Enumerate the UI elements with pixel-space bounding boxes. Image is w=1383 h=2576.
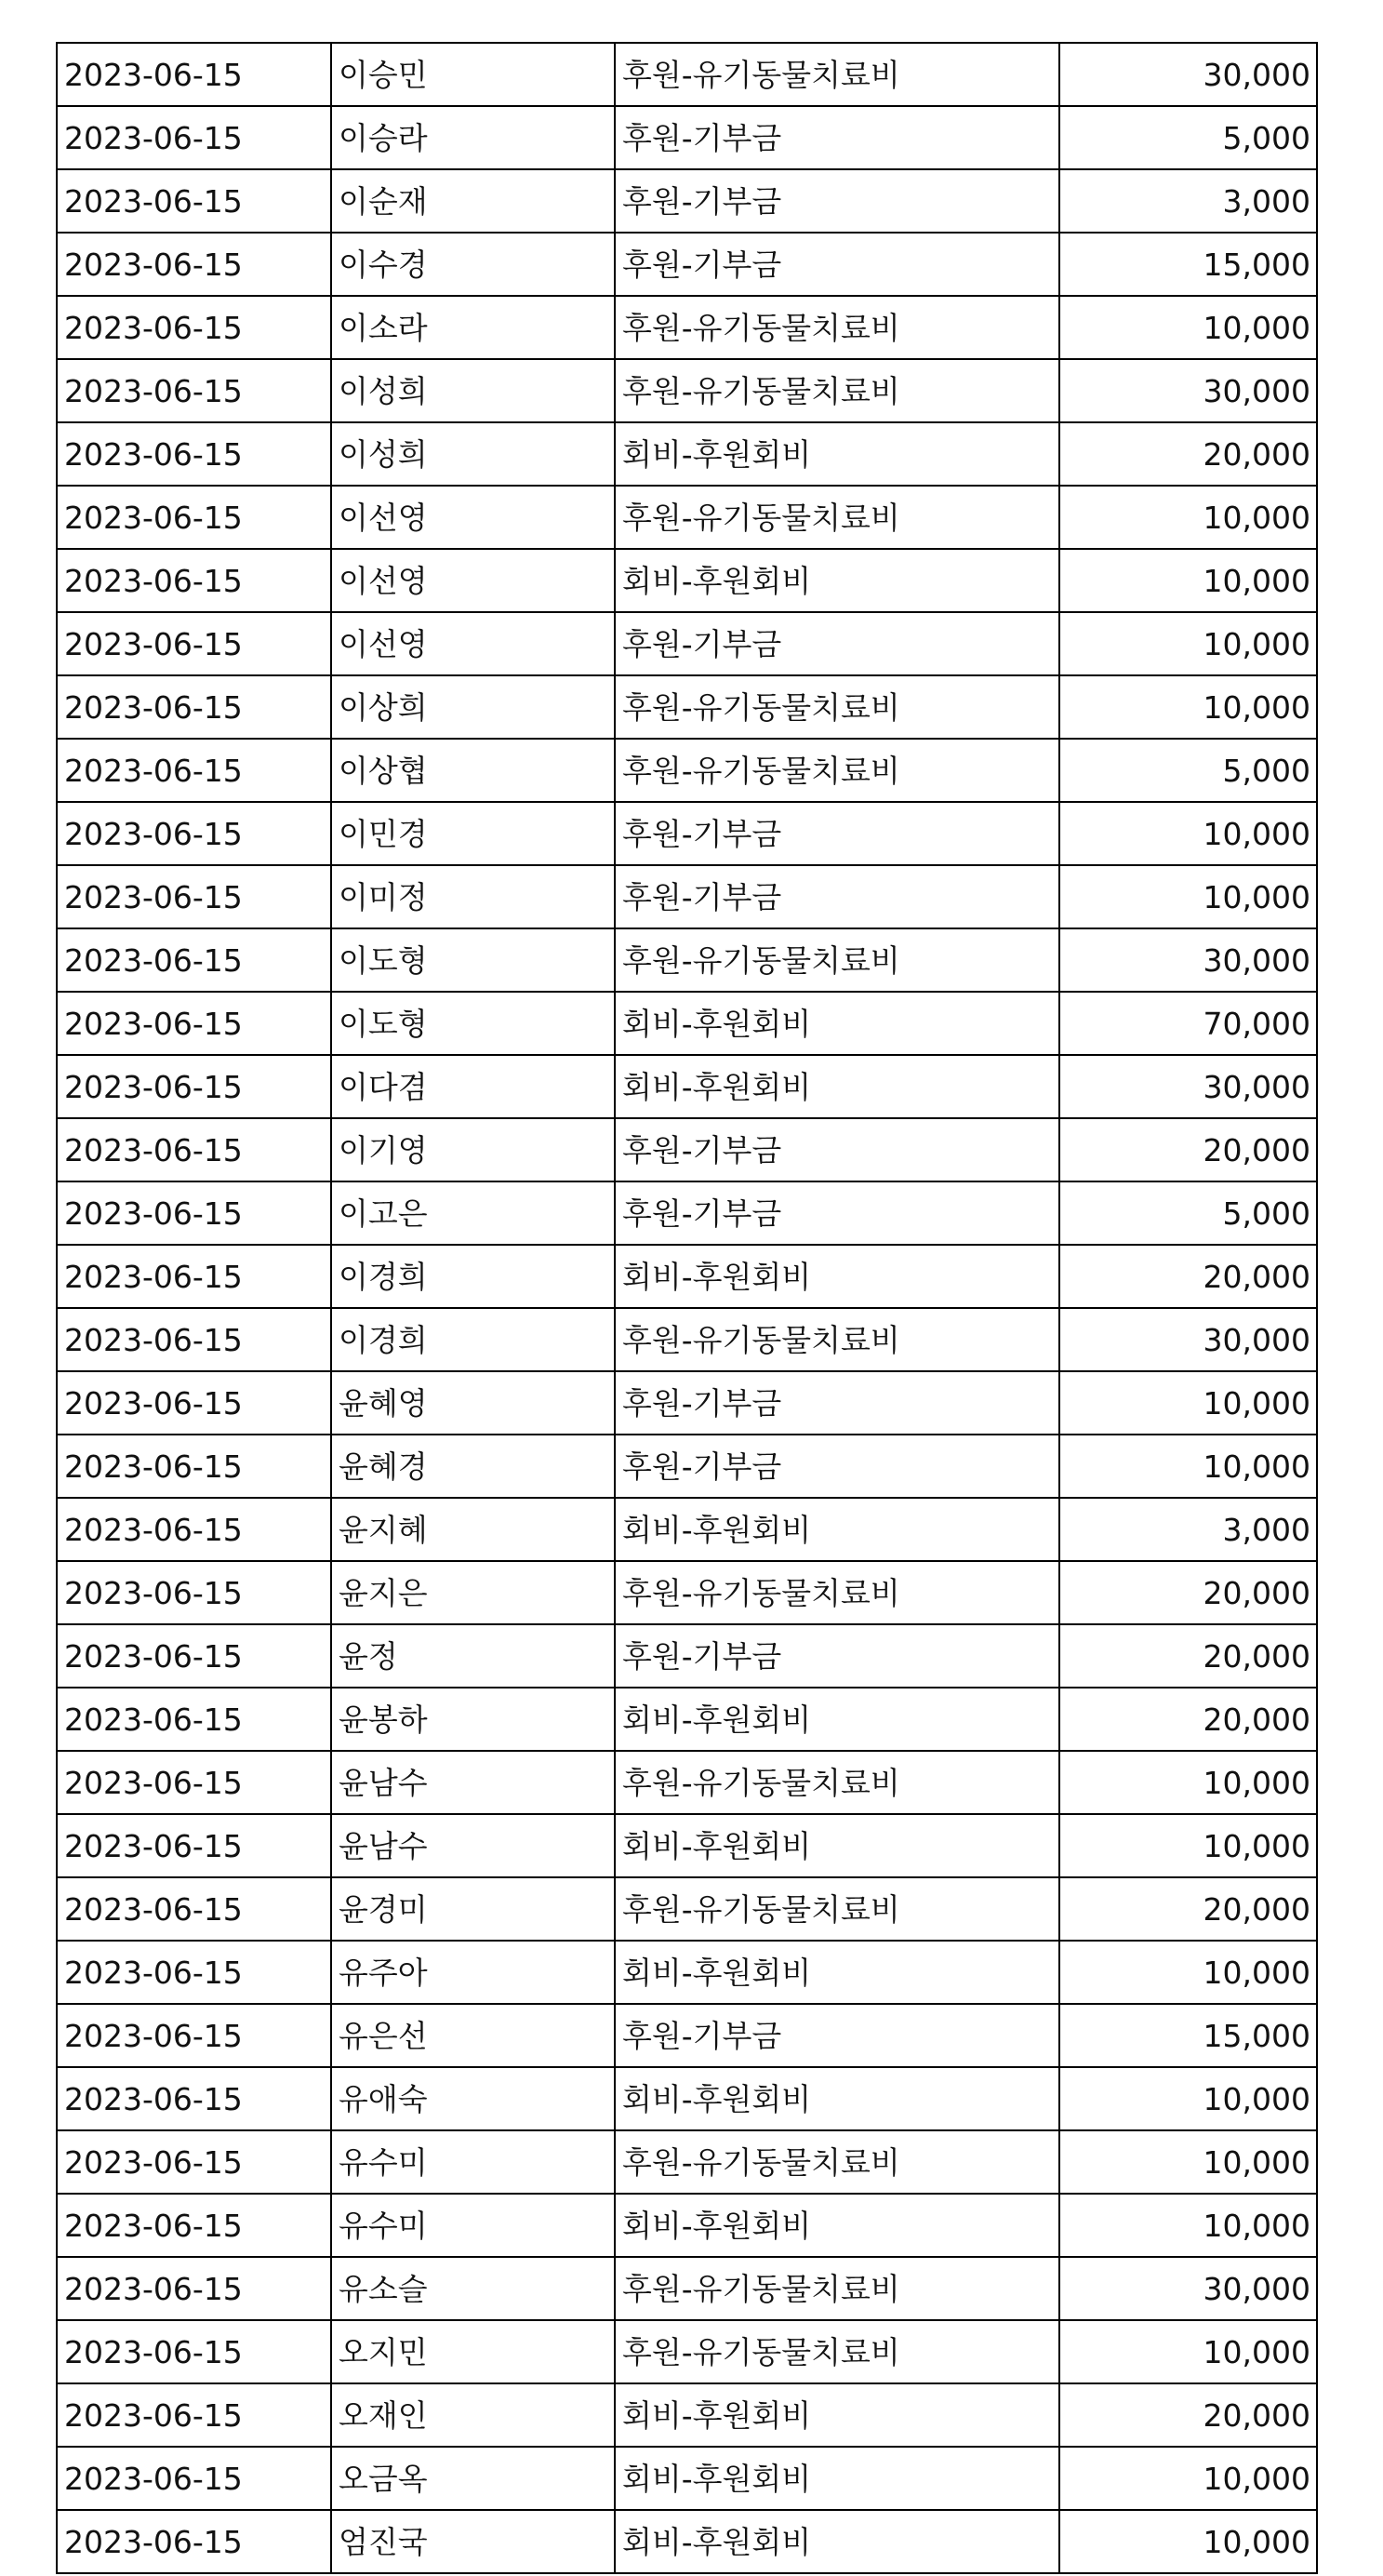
donor-name-cell: 이승민	[331, 43, 615, 106]
amount-cell: 20,000	[1059, 1245, 1317, 1308]
amount-cell: 30,000	[1059, 359, 1317, 422]
amount-cell: 5,000	[1059, 739, 1317, 802]
table-row	[57, 1181, 1317, 1245]
date-cell: 2023-06-15	[57, 1751, 331, 1814]
table-row	[57, 359, 1317, 422]
amount-cell: 10,000	[1059, 865, 1317, 928]
table-row	[57, 1814, 1317, 1877]
table-row	[57, 106, 1317, 169]
date-cell: 2023-06-15	[57, 1561, 331, 1624]
donor-name-cell: 유수미	[331, 2194, 615, 2257]
table-row	[57, 2383, 1317, 2447]
donor-name-cell: 유애숙	[331, 2067, 615, 2130]
category-cell: 후원-기부금	[615, 169, 1059, 233]
date-cell: 2023-06-15	[57, 2510, 331, 2573]
amount-cell: 20,000	[1059, 422, 1317, 486]
amount-cell: 20,000	[1059, 1624, 1317, 1688]
date-cell: 2023-06-15	[57, 359, 331, 422]
amount-cell: 15,000	[1059, 233, 1317, 296]
amount-cell: 30,000	[1059, 2257, 1317, 2320]
date-cell: 2023-06-15	[57, 106, 331, 169]
category-cell: 회비-후원회비	[615, 992, 1059, 1055]
category-cell: 회비-후원회비	[615, 1498, 1059, 1561]
table-row	[57, 486, 1317, 549]
table-row	[57, 1877, 1317, 1941]
donor-name-cell: 윤지은	[331, 1561, 615, 1624]
table-row	[57, 1245, 1317, 1308]
table-row	[57, 612, 1317, 675]
date-cell: 2023-06-15	[57, 43, 331, 106]
donor-name-cell: 오재인	[331, 2383, 615, 2447]
date-cell: 2023-06-15	[57, 928, 331, 992]
date-cell: 2023-06-15	[57, 1118, 331, 1181]
category-cell: 후원-기부금	[615, 1181, 1059, 1245]
donor-name-cell: 이수경	[331, 233, 615, 296]
date-cell: 2023-06-15	[57, 612, 331, 675]
category-cell: 후원-유기동물치료비	[615, 928, 1059, 992]
donor-name-cell: 이경희	[331, 1245, 615, 1308]
donor-name-cell: 유은선	[331, 2004, 615, 2067]
amount-cell: 10,000	[1059, 612, 1317, 675]
amount-cell: 10,000	[1059, 486, 1317, 549]
category-cell: 회비-후원회비	[615, 1688, 1059, 1751]
category-cell: 후원-기부금	[615, 106, 1059, 169]
amount-cell: 70,000	[1059, 992, 1317, 1055]
date-cell: 2023-06-15	[57, 486, 331, 549]
category-cell: 회비-후원회비	[615, 2383, 1059, 2447]
date-cell: 2023-06-15	[57, 2447, 331, 2510]
amount-cell: 5,000	[1059, 1181, 1317, 1245]
donor-name-cell: 이성희	[331, 422, 615, 486]
amount-cell: 10,000	[1059, 802, 1317, 865]
category-cell: 후원-기부금	[615, 865, 1059, 928]
category-cell: 회비-후원회비	[615, 549, 1059, 612]
date-cell: 2023-06-15	[57, 2320, 331, 2383]
table-row	[57, 1055, 1317, 1118]
date-cell: 2023-06-15	[57, 1435, 331, 1498]
table-row	[57, 422, 1317, 486]
table-row	[57, 1688, 1317, 1751]
amount-cell: 20,000	[1059, 1877, 1317, 1941]
table-row	[57, 169, 1317, 233]
donor-name-cell: 유소슬	[331, 2257, 615, 2320]
category-cell: 후원-유기동물치료비	[615, 486, 1059, 549]
table-row	[57, 43, 1317, 106]
date-cell: 2023-06-15	[57, 1308, 331, 1371]
category-cell: 회비-후원회비	[615, 2510, 1059, 2573]
donor-name-cell: 윤남수	[331, 1751, 615, 1814]
date-cell: 2023-06-15	[57, 1498, 331, 1561]
amount-cell: 20,000	[1059, 1688, 1317, 1751]
amount-cell: 10,000	[1059, 2194, 1317, 2257]
category-cell: 회비-후원회비	[615, 2067, 1059, 2130]
donation-ledger-table	[56, 42, 1318, 2574]
donor-name-cell: 윤혜경	[331, 1435, 615, 1498]
date-cell: 2023-06-15	[57, 802, 331, 865]
table-row	[57, 233, 1317, 296]
amount-cell: 30,000	[1059, 43, 1317, 106]
donor-name-cell: 유수미	[331, 2130, 615, 2194]
category-cell: 후원-유기동물치료비	[615, 2257, 1059, 2320]
donor-name-cell: 이선영	[331, 549, 615, 612]
donor-name-cell: 윤봉하	[331, 1688, 615, 1751]
date-cell: 2023-06-15	[57, 1941, 331, 2004]
amount-cell: 30,000	[1059, 1055, 1317, 1118]
table-row	[57, 802, 1317, 865]
donor-name-cell: 이상협	[331, 739, 615, 802]
amount-cell: 10,000	[1059, 1371, 1317, 1435]
donor-name-cell: 이도형	[331, 992, 615, 1055]
date-cell: 2023-06-15	[57, 169, 331, 233]
amount-cell: 10,000	[1059, 2130, 1317, 2194]
table-row	[57, 2067, 1317, 2130]
date-cell: 2023-06-15	[57, 2067, 331, 2130]
table-row	[57, 1561, 1317, 1624]
category-cell: 후원-유기동물치료비	[615, 739, 1059, 802]
category-cell: 후원-기부금	[615, 1118, 1059, 1181]
category-cell: 회비-후원회비	[615, 2447, 1059, 2510]
donor-name-cell: 이선영	[331, 486, 615, 549]
amount-cell: 30,000	[1059, 1308, 1317, 1371]
donor-name-cell: 윤경미	[331, 1877, 615, 1941]
date-cell: 2023-06-15	[57, 1055, 331, 1118]
date-cell: 2023-06-15	[57, 549, 331, 612]
table-row	[57, 675, 1317, 739]
date-cell: 2023-06-15	[57, 2383, 331, 2447]
table-row	[57, 2320, 1317, 2383]
date-cell: 2023-06-15	[57, 2257, 331, 2320]
table-row	[57, 2510, 1317, 2573]
amount-cell: 3,000	[1059, 169, 1317, 233]
date-cell: 2023-06-15	[57, 296, 331, 359]
donor-name-cell: 윤혜영	[331, 1371, 615, 1435]
amount-cell: 10,000	[1059, 296, 1317, 359]
donor-name-cell: 이성희	[331, 359, 615, 422]
donor-name-cell: 오금옥	[331, 2447, 615, 2510]
donor-name-cell: 이다겸	[331, 1055, 615, 1118]
donor-name-cell: 이미정	[331, 865, 615, 928]
category-cell: 후원-유기동물치료비	[615, 1561, 1059, 1624]
category-cell: 후원-유기동물치료비	[615, 1751, 1059, 1814]
amount-cell: 5,000	[1059, 106, 1317, 169]
category-cell: 회비-후원회비	[615, 1814, 1059, 1877]
table-row	[57, 1941, 1317, 2004]
date-cell: 2023-06-15	[57, 1877, 331, 1941]
donor-name-cell: 이기영	[331, 1118, 615, 1181]
table-row	[57, 865, 1317, 928]
table-row	[57, 2130, 1317, 2194]
amount-cell: 30,000	[1059, 928, 1317, 992]
category-cell: 후원-유기동물치료비	[615, 1877, 1059, 1941]
category-cell: 후원-유기동물치료비	[615, 359, 1059, 422]
table-row	[57, 296, 1317, 359]
table-row	[57, 2257, 1317, 2320]
date-cell: 2023-06-15	[57, 2194, 331, 2257]
donor-name-cell: 유주아	[331, 1941, 615, 2004]
category-cell: 후원-유기동물치료비	[615, 43, 1059, 106]
category-cell: 후원-기부금	[615, 612, 1059, 675]
table-row	[57, 1624, 1317, 1688]
category-cell: 회비-후원회비	[615, 1941, 1059, 2004]
donor-name-cell: 이소라	[331, 296, 615, 359]
amount-cell: 10,000	[1059, 2320, 1317, 2383]
category-cell: 회비-후원회비	[615, 422, 1059, 486]
amount-cell: 10,000	[1059, 549, 1317, 612]
table-row	[57, 1751, 1317, 1814]
amount-cell: 20,000	[1059, 1561, 1317, 1624]
table-row	[57, 1435, 1317, 1498]
amount-cell: 10,000	[1059, 2447, 1317, 2510]
date-cell: 2023-06-15	[57, 1688, 331, 1751]
table-row	[57, 928, 1317, 992]
category-cell: 후원-유기동물치료비	[615, 1308, 1059, 1371]
date-cell: 2023-06-15	[57, 1245, 331, 1308]
category-cell: 회비-후원회비	[615, 1055, 1059, 1118]
donor-name-cell: 오지민	[331, 2320, 615, 2383]
category-cell: 후원-유기동물치료비	[615, 2320, 1059, 2383]
category-cell: 후원-유기동물치료비	[615, 2130, 1059, 2194]
table-row	[57, 739, 1317, 802]
donor-name-cell: 이민경	[331, 802, 615, 865]
date-cell: 2023-06-15	[57, 1814, 331, 1877]
donor-name-cell: 윤남수	[331, 1814, 615, 1877]
table-row	[57, 1118, 1317, 1181]
date-cell: 2023-06-15	[57, 1624, 331, 1688]
category-cell: 후원-기부금	[615, 233, 1059, 296]
table-row	[57, 2194, 1317, 2257]
category-cell: 후원-기부금	[615, 1435, 1059, 1498]
ledger-body	[57, 43, 1317, 2573]
amount-cell: 10,000	[1059, 675, 1317, 739]
donor-name-cell: 이고은	[331, 1181, 615, 1245]
date-cell: 2023-06-15	[57, 2004, 331, 2067]
amount-cell: 10,000	[1059, 1814, 1317, 1877]
amount-cell: 20,000	[1059, 1118, 1317, 1181]
donor-name-cell: 이상희	[331, 675, 615, 739]
donor-name-cell: 이선영	[331, 612, 615, 675]
donor-name-cell: 이순재	[331, 169, 615, 233]
date-cell: 2023-06-15	[57, 1371, 331, 1435]
table-row	[57, 1498, 1317, 1561]
category-cell: 후원-기부금	[615, 2004, 1059, 2067]
donor-name-cell: 이승라	[331, 106, 615, 169]
table-row	[57, 992, 1317, 1055]
table-row	[57, 2447, 1317, 2510]
amount-cell: 10,000	[1059, 2067, 1317, 2130]
category-cell: 후원-유기동물치료비	[615, 675, 1059, 739]
category-cell: 후원-기부금	[615, 1371, 1059, 1435]
date-cell: 2023-06-15	[57, 422, 331, 486]
date-cell: 2023-06-15	[57, 865, 331, 928]
category-cell: 회비-후원회비	[615, 1245, 1059, 1308]
date-cell: 2023-06-15	[57, 675, 331, 739]
amount-cell: 10,000	[1059, 1435, 1317, 1498]
amount-cell: 3,000	[1059, 1498, 1317, 1561]
category-cell: 후원-기부금	[615, 802, 1059, 865]
date-cell: 2023-06-15	[57, 2130, 331, 2194]
table-row	[57, 1371, 1317, 1435]
date-cell: 2023-06-15	[57, 233, 331, 296]
donor-name-cell: 윤지혜	[331, 1498, 615, 1561]
category-cell: 후원-유기동물치료비	[615, 296, 1059, 359]
amount-cell: 10,000	[1059, 1941, 1317, 2004]
amount-cell: 10,000	[1059, 1751, 1317, 1814]
donor-name-cell: 이도형	[331, 928, 615, 992]
table-row	[57, 2004, 1317, 2067]
amount-cell: 15,000	[1059, 2004, 1317, 2067]
donor-name-cell: 이경희	[331, 1308, 615, 1371]
donor-name-cell: 윤정	[331, 1624, 615, 1688]
category-cell: 회비-후원회비	[615, 2194, 1059, 2257]
amount-cell: 20,000	[1059, 2383, 1317, 2447]
table-row	[57, 1308, 1317, 1371]
amount-cell: 10,000	[1059, 2510, 1317, 2573]
category-cell: 후원-기부금	[615, 1624, 1059, 1688]
date-cell: 2023-06-15	[57, 992, 331, 1055]
date-cell: 2023-06-15	[57, 739, 331, 802]
donor-name-cell: 엄진국	[331, 2510, 615, 2573]
date-cell: 2023-06-15	[57, 1181, 331, 1245]
table-row	[57, 549, 1317, 612]
